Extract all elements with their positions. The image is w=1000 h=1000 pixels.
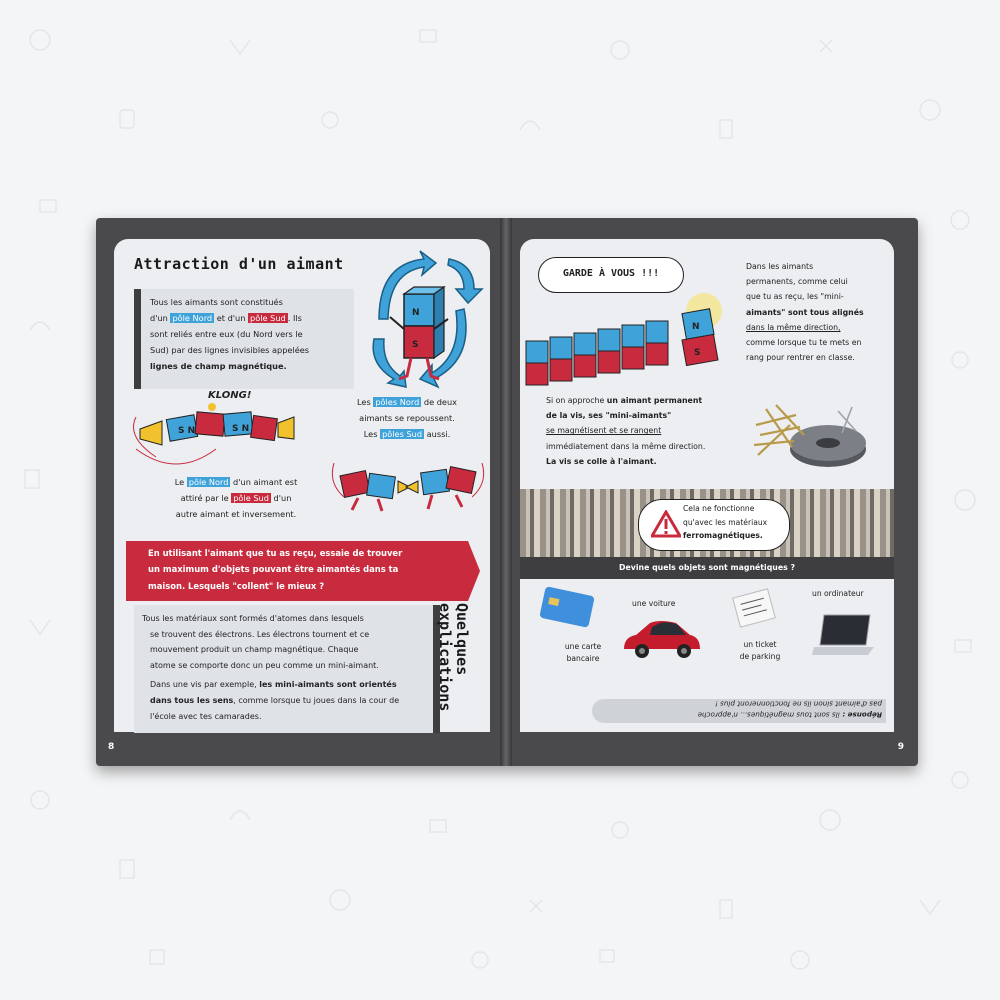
intro-line-5: lignes de champ magnétique. [150, 360, 287, 371]
para2-line-5: La vis se colle à l'aimant. [546, 456, 657, 466]
para2-line-4: immédiatement dans la même direction. [546, 441, 706, 451]
attract-caption-1a: Le [174, 477, 187, 487]
para1-line-3: que tu as reçu, les "mini- [746, 292, 844, 302]
explain-line-6b: , comme lorsque tu joues dans la cour de [233, 695, 400, 705]
answer-box [592, 699, 886, 723]
attract-caption-1b: d'un aimant est [230, 477, 298, 487]
para1-line-6: comme lorsque tu te mets en [746, 338, 862, 348]
attracting-magnets-illustration [128, 399, 298, 474]
vertical-title: Quelques explications [435, 603, 471, 712]
book-spine [500, 218, 512, 766]
intro-line-2c: . Ils [287, 312, 302, 323]
page-8 [102, 225, 506, 758]
answer-line-1b: ils sont tous magnétiques... n'approche [697, 710, 840, 720]
page-number-8: 8 [108, 742, 115, 752]
explain-line-5b: les mini-aimants sont orientés [259, 680, 397, 690]
warning-icon [651, 510, 681, 538]
intro-line-3: sont reliés entre eux (du Nord vers le [150, 328, 303, 339]
svg-text:S: S [694, 348, 701, 358]
parking-ticket-icon [730, 587, 780, 633]
explain-line-4: atome se comporte donc un peu comme un mini-aimant. [150, 660, 379, 670]
attract-pole-nord: pôle Nord [188, 477, 229, 487]
page-8-sheet [114, 239, 490, 732]
repel-pole-nord: pôles Nord [375, 397, 420, 407]
garde-a-vous-text: GARDE À VOUS !!! [562, 268, 660, 279]
repel-caption-3a: Les [363, 428, 381, 439]
page-title: Attraction d'un aimant [134, 255, 344, 273]
object-car-label: une voiture [632, 599, 676, 608]
para1-line-4: aimants" sont tous alignés [746, 307, 864, 317]
para2-line-1b: un aimant permanent [606, 396, 703, 405]
page-9 [508, 225, 912, 758]
attract-caption-line-2 [146, 491, 326, 507]
open-book [96, 218, 918, 766]
klong-label: KLONG! [208, 390, 252, 401]
para1-line-2: permanents, comme celui [746, 277, 848, 287]
answer-label: Réponse : [839, 710, 882, 720]
screws-and-magnet-photo [746, 395, 870, 479]
attract-caption [146, 475, 326, 523]
para1-line-5: dans la même direction, [746, 322, 841, 332]
para2-line-3: se magnétisent et se rangent [546, 426, 662, 436]
page-9-sheet [520, 239, 894, 732]
repel-caption-line-3 [332, 427, 482, 443]
repel-caption [332, 395, 482, 443]
svg-text:N: N [412, 308, 420, 318]
explain-line-1: Tous les matériaux sont formés d'atomes dans lesquels [142, 614, 364, 623]
para1-line-1: Dans les aimants [746, 262, 814, 271]
attract-caption-2a: attiré par le [180, 492, 232, 503]
pole-nord-highlight: pôle Nord [172, 312, 213, 323]
banner-line-1: En utilisant l'aimant que tu as reçu, essaie de trouver [148, 548, 403, 558]
bank-card-icon [538, 587, 598, 629]
laptop-icon [810, 611, 880, 659]
activity-banner [126, 541, 468, 601]
explain-line-6a: dans tous les sens [150, 695, 234, 705]
repel-pole-sud: pôles Sud [382, 428, 423, 439]
explain-line-2: se trouvent des électrons. Les électrons tournent et ce [150, 629, 370, 639]
warning-bubble [638, 499, 790, 551]
warning-line-2: qu'avec les matériaux [683, 517, 768, 527]
banner-line-3: maison. Lesquels "collent" le mieux ? [148, 580, 325, 591]
intro-line-2b: et d'un [214, 312, 249, 323]
intro-box [134, 289, 354, 389]
para1-line-7: rang pour rentrer en classe. [746, 353, 855, 363]
intro-box-bar [134, 289, 141, 389]
repel-caption-line-2: aimants se repoussent. [359, 412, 455, 423]
svg-text:S N: S N [232, 424, 250, 434]
intro-line-1: Tous les aimants sont constitués [150, 297, 283, 307]
quiz-title-bar [520, 557, 894, 579]
banner-arrow [468, 541, 480, 601]
explain-line-5a: Dans une vis par exemple, [150, 680, 260, 690]
svg-text:N: N [692, 322, 700, 332]
repel-caption-1b: de deux [421, 397, 457, 407]
attract-pole-sud: pôle Sud [233, 492, 269, 503]
explanation-text [142, 611, 432, 724]
intro-text [150, 295, 350, 375]
attract-caption-2b: d'un [270, 492, 292, 503]
pole-sud-highlight: pôle Sud [250, 312, 286, 323]
warning-text [683, 502, 787, 543]
garde-a-vous-bubble [538, 257, 684, 293]
vertical-title-box [435, 603, 486, 733]
repel-caption-3b: aussi. [424, 428, 451, 439]
aligned-magnets-illustration [520, 291, 730, 391]
object-computer-label: un ordinateur [812, 589, 864, 598]
explain-line-3: mouvement produit un champ magnétique. Chaque [150, 645, 359, 655]
explanation-box [134, 605, 440, 733]
object-card-label: une carte bancaire [564, 642, 602, 664]
attract-caption-line-1 [146, 475, 326, 491]
repel-caption-line-1 [332, 395, 482, 411]
para2-line-1 [546, 393, 746, 408]
page-number-9: 9 [897, 742, 904, 752]
object-ticket-label: un ticket de parking [739, 640, 781, 662]
intro-line-4: Sud) par des lignes invisibles appelées [150, 344, 310, 355]
svg-text:S N: S N [178, 426, 196, 436]
attract-caption-line-3: autre aimant et inversement. [175, 508, 297, 519]
answer-text [596, 698, 882, 720]
screw-magnet-text [546, 393, 746, 469]
answer-line-1 [596, 709, 882, 720]
para2-line-2: de la vis, ses "mini-aimants" [546, 411, 672, 421]
quiz-title: Devine quels objets sont magnétiques ? [619, 563, 795, 572]
banner-line-2: un maximum d'objets pouvant être aimantés dans ta [148, 564, 399, 575]
magnet-character-illustration [359, 249, 484, 399]
explain-line-5 [142, 677, 432, 693]
repelling-magnets-illustration [328, 453, 488, 523]
intro-line-2 [150, 311, 350, 327]
intro-line-2a: d'un [150, 312, 171, 323]
para2-line-1a: Si on approche [546, 396, 607, 405]
explain-line-6 [142, 693, 432, 709]
warning-line-3: ferromagnétiques. [683, 531, 763, 541]
explain-line-7: l'école avec tes camarades. [150, 711, 262, 721]
activity-banner-text [148, 545, 468, 594]
svg-text:S: S [412, 340, 419, 350]
permanent-magnets-text [746, 259, 886, 365]
warning-line-1: Cela ne fonctionne [683, 504, 755, 513]
answer-line-2: pas d'aimant sinon ils ne fonctionneront plus ! [714, 699, 882, 709]
repel-caption-1a: Les [357, 397, 374, 407]
car-icon [620, 613, 704, 663]
